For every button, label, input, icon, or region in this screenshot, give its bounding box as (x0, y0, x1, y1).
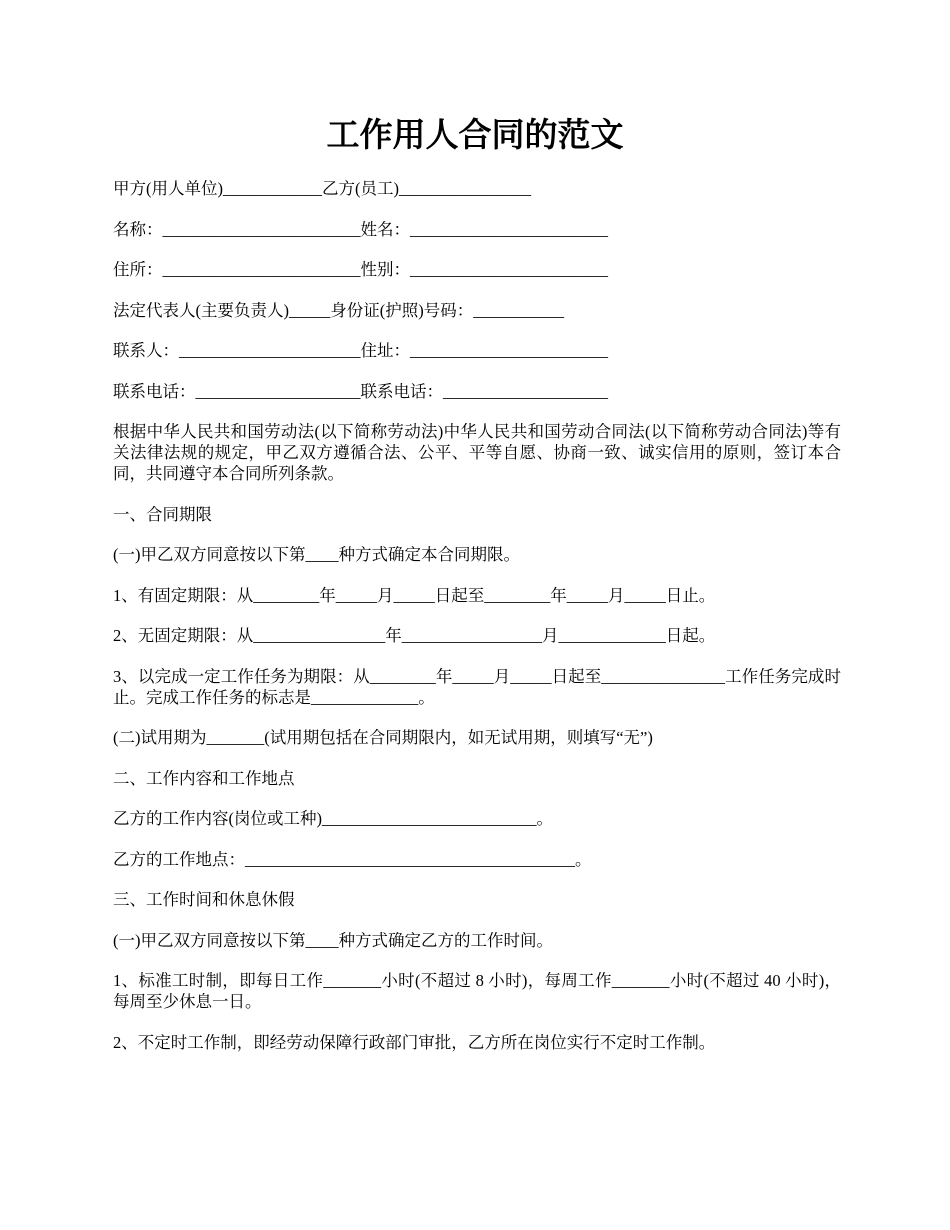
address-gender-line: 住所：________________________性别：________________________ (113, 260, 608, 279)
preamble-paragraph: 根据中华人民共和国劳动法(以下简称劳动法)中华人民共和国劳动合同法(以下简称劳动合同法)等有关法律法规的规定，甲乙双方遵循合法、公平、平等自愿、协商一致、诚实信用的原则，签订本合同，共同遵守本合同所列条款。 (113, 422, 841, 483)
contact-address-line: 联系人：______________________住址：________________________ (113, 341, 608, 360)
name-field-line: 名称：________________________姓名：________________________ (113, 219, 608, 239)
legal-rep-id-line: 法定代表人(主要负责人)_____身份证(护照)号码：___________ (113, 300, 564, 320)
party-header-line: 甲方(用人单位)____________乙方(员工)________________ (113, 179, 531, 198)
section-heading-term: 一、合同期限 (113, 504, 212, 524)
document-body (113, 178, 841, 1072)
section-heading-hours: 三、工作时间和休息休假 (113, 890, 295, 909)
flexible-hours-line: 2、不定时工作制，即经劳动保障行政部门审批，乙方所在岗位实行不定时工作制。 (113, 1032, 716, 1052)
fixed-term-line: 1、有固定期限：从________年_____月_____日起至________年_____月_____日止。 (113, 585, 716, 605)
section-heading-work: 二、工作内容和工作地点 (113, 768, 295, 788)
task-term-paragraph: 3、以完成一定工作任务为期限：从________年_____月_____日起至_______________工作任务完成时止。完成工作任务的标志是_____________。 (113, 666, 841, 707)
phone-line: 联系电话：____________________联系电话：____________________ (113, 381, 608, 401)
work-content-line: 乙方的工作内容(岗位或工种)__________________________。 (113, 809, 553, 828)
standard-hours-paragraph: 1、标准工时制，即每日工作_______小时(不超过 8 小时)，每周工作_______小时(不超过 40 小时)，每周至少休息一日。 (113, 971, 841, 1011)
term-method-line: (一)甲乙双方同意按以下第____种方式确定本合同期限。 (113, 545, 520, 564)
work-location-line: 乙方的工作地点：________________________________________。 (113, 849, 592, 869)
document-title: 工作用人合同的范文 (326, 118, 624, 154)
open-term-line: 2、无固定期限：从________________年_________________月_____________日起。 (113, 626, 716, 645)
probation-line: (二)试用期为_______(试用期包括在合同期限内，如无试用期，则填写“无”) (113, 728, 653, 747)
hours-method-line: (一)甲乙双方同意按以下第____种方式确定乙方的工作时间。 (113, 930, 553, 950)
